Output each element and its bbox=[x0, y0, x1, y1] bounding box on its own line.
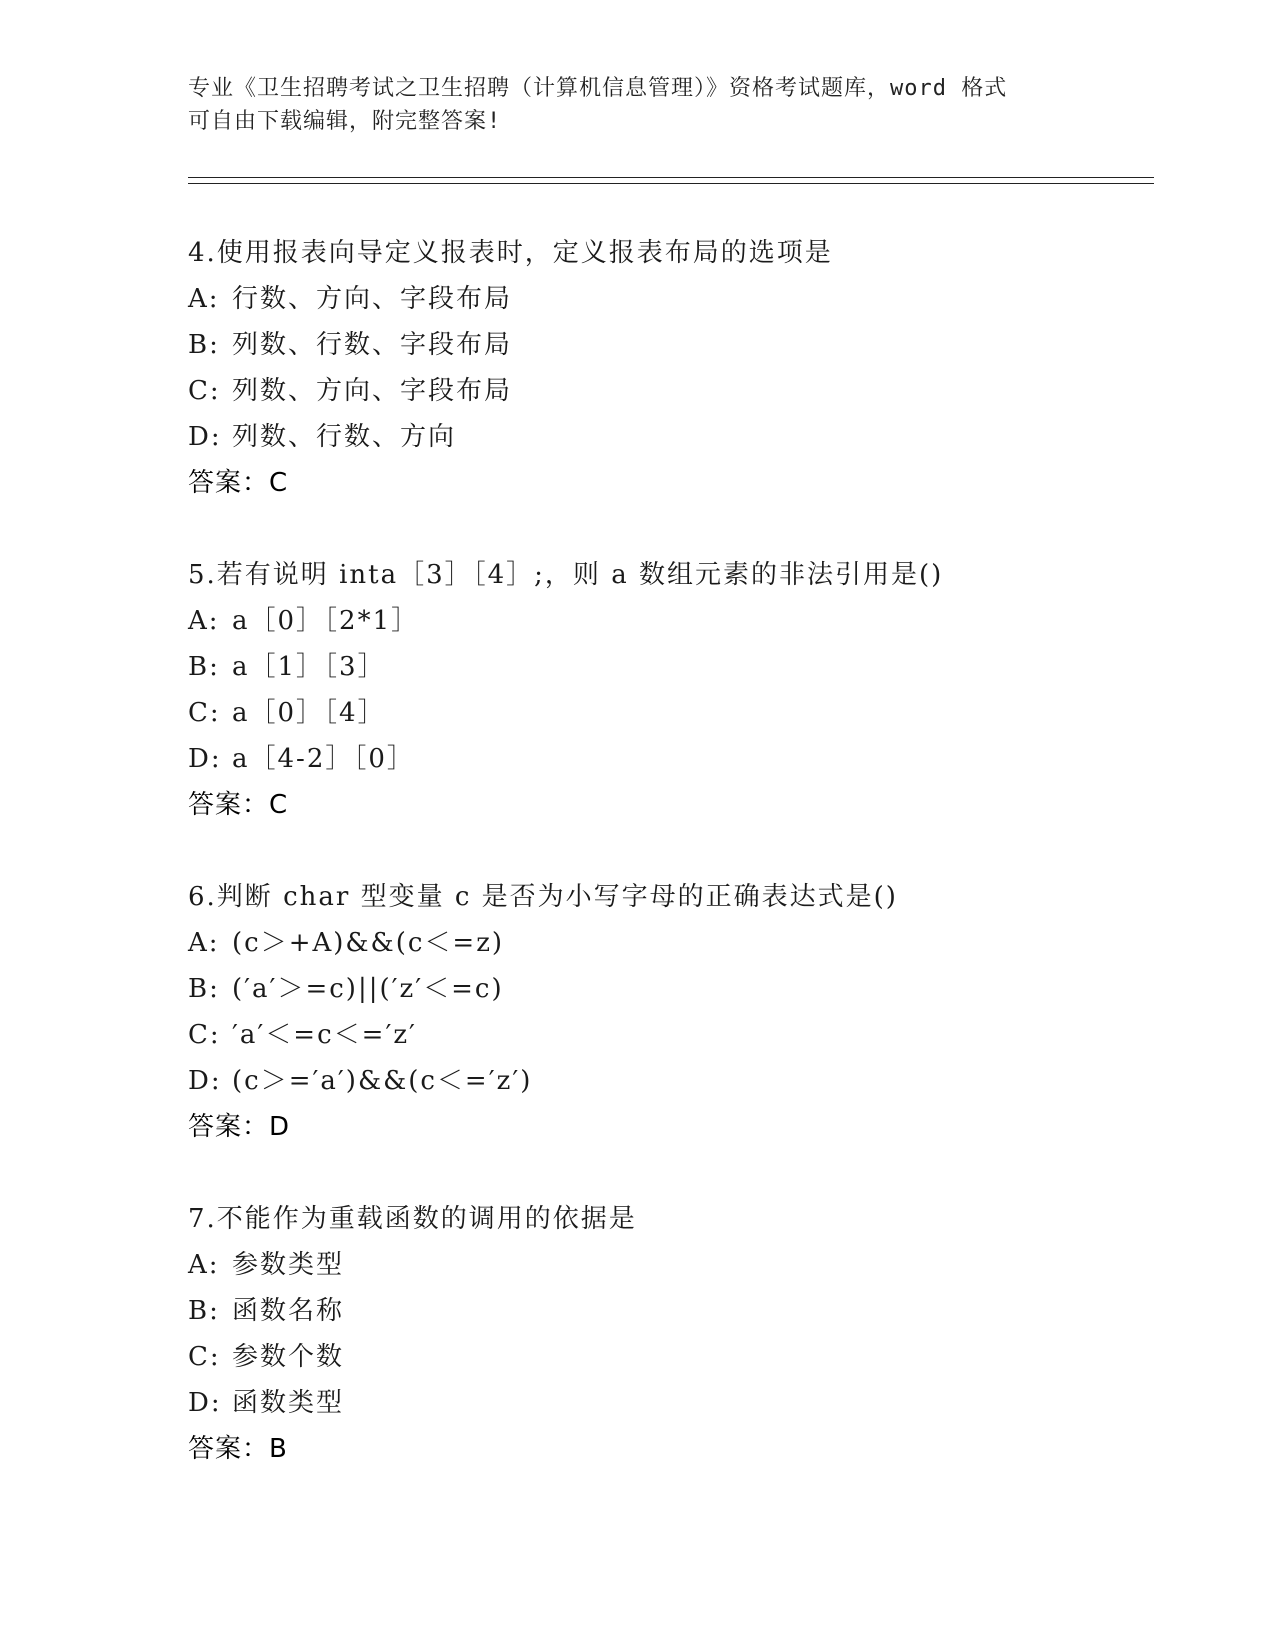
option-text: a［1］［3］ bbox=[232, 652, 386, 682]
option-text: 参数类型 bbox=[232, 1250, 345, 1280]
option-d bbox=[188, 1058, 1128, 1104]
option-text: a［4-2］［0］ bbox=[232, 744, 415, 774]
question-stem: 4.使用报表向导定义报表时，定义报表布局的选项是 bbox=[188, 238, 833, 268]
option-b bbox=[188, 644, 1128, 690]
option-a bbox=[188, 920, 1128, 966]
document-header bbox=[188, 72, 1088, 138]
option-label: D: bbox=[188, 1066, 222, 1096]
option-label: A: bbox=[188, 606, 220, 636]
option-label: D: bbox=[188, 422, 222, 452]
option-text: 行数、方向、字段布局 bbox=[232, 284, 513, 314]
option-d bbox=[188, 736, 1128, 782]
option-label: A: bbox=[188, 928, 220, 958]
option-d bbox=[188, 1380, 1128, 1426]
header-divider-bottom bbox=[188, 183, 1154, 184]
option-c bbox=[188, 1012, 1128, 1058]
option-c bbox=[188, 368, 1128, 414]
question-7 bbox=[188, 1196, 1128, 1472]
option-text: (c＞=′a′)&&(c＜=′z′) bbox=[232, 1066, 533, 1096]
question-6 bbox=[188, 874, 1128, 1150]
option-b bbox=[188, 1288, 1128, 1334]
question-stem: 5.若有说明 inta［3］［4］;，则 a 数组元素的非法引用是() bbox=[188, 560, 944, 590]
option-text: 列数、行数、方向 bbox=[232, 422, 457, 452]
option-text: 列数、方向、字段布局 bbox=[232, 376, 513, 406]
answer: 答案：D bbox=[188, 1112, 291, 1142]
header-divider-top bbox=[188, 177, 1154, 178]
question-4 bbox=[188, 230, 1128, 506]
option-label: B: bbox=[188, 974, 220, 1004]
option-a bbox=[188, 276, 1128, 322]
question-stem: 6.判断 char 型变量 c 是否为小写字母的正确表达式是() bbox=[188, 882, 898, 912]
option-text: ′a′＜=c＜=′z′ bbox=[232, 1020, 417, 1050]
header-line-2: 可自由下载编辑，附完整答案! bbox=[188, 109, 502, 134]
option-c bbox=[188, 1334, 1128, 1380]
option-text: 列数、行数、字段布局 bbox=[232, 330, 513, 360]
option-text: 参数个数 bbox=[232, 1342, 345, 1372]
option-label: B: bbox=[188, 1296, 220, 1326]
option-label: A: bbox=[188, 1250, 220, 1280]
option-label: B: bbox=[188, 330, 220, 360]
option-text: 函数名称 bbox=[232, 1296, 345, 1326]
option-d bbox=[188, 414, 1128, 460]
option-text: a［0］［4］ bbox=[232, 698, 386, 728]
option-text: (′a′＞=c)||(′z′＜=c) bbox=[232, 974, 504, 1004]
option-label: A: bbox=[188, 284, 220, 314]
answer: 答案：B bbox=[188, 1434, 288, 1464]
option-c bbox=[188, 690, 1128, 736]
option-a bbox=[188, 598, 1128, 644]
option-label: D: bbox=[188, 1388, 222, 1418]
question-5 bbox=[188, 552, 1128, 828]
option-label: D: bbox=[188, 744, 222, 774]
option-a bbox=[188, 1242, 1128, 1288]
option-b bbox=[188, 322, 1128, 368]
option-label: C: bbox=[188, 1342, 221, 1372]
option-text: 函数类型 bbox=[232, 1388, 345, 1418]
option-label: C: bbox=[188, 376, 221, 406]
question-stem: 7.不能作为重载函数的调用的依据是 bbox=[188, 1204, 637, 1234]
option-text: (c＞+A)&&(c＜=z) bbox=[232, 928, 505, 958]
header-line-1: 专业《卫生招聘考试之卫生招聘（计算机信息管理）》资格考试题库，word 格式 bbox=[188, 76, 1008, 101]
option-label: B: bbox=[188, 652, 220, 682]
option-label: C: bbox=[188, 698, 221, 728]
answer: 答案：C bbox=[188, 468, 289, 498]
option-b bbox=[188, 966, 1128, 1012]
option-text: a［0］［2*1］ bbox=[232, 606, 420, 636]
answer: 答案：C bbox=[188, 790, 289, 820]
option-label: C: bbox=[188, 1020, 221, 1050]
